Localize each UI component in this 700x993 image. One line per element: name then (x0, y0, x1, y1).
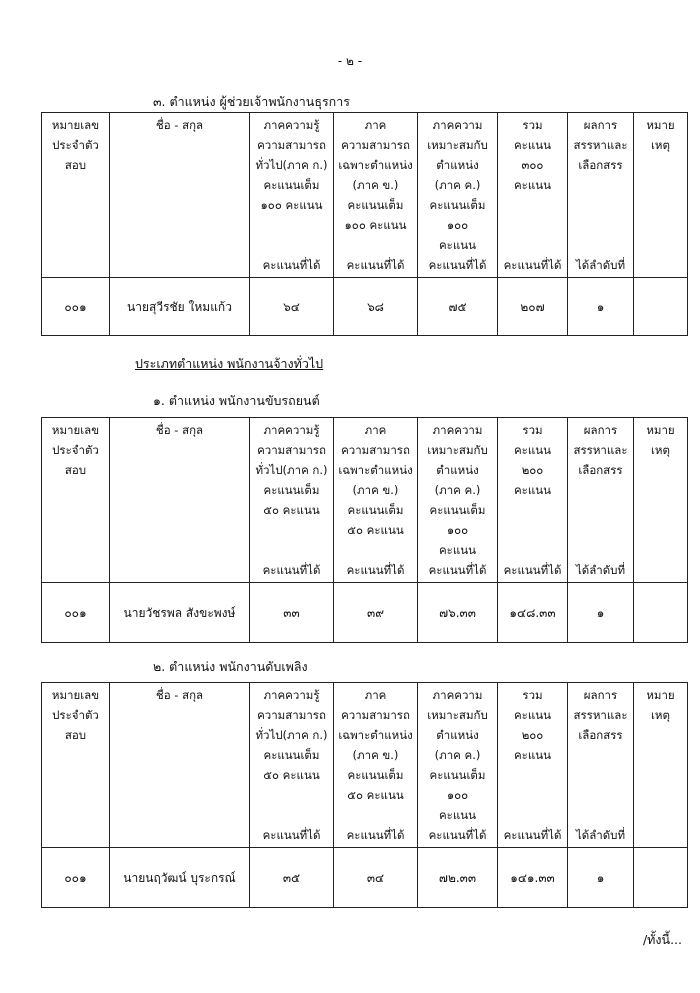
header-name: ชื่อ - สกุล (110, 418, 250, 583)
header-part-a: ภาคความรู้ ความสามารถ ทั่วไป(ภาค ก.) คะแนนเต็ม ๑๐๐ คะแนน (250, 113, 334, 256)
table-row (42, 583, 688, 643)
header-result: ผลการ สรรหาและ เลือกสรร (568, 683, 634, 826)
table-row (42, 848, 688, 908)
header-part-b: ภาค ความสามารถ เฉพาะตำแหน่ง (ภาค ข.) คะแนนเต็ม ๑๐๐ คะแนน (334, 113, 418, 256)
cell-part-b: ๖๘ (334, 278, 418, 336)
cell-remark (634, 583, 688, 643)
cell-exam-no: ๐๐๑ (42, 583, 110, 643)
cell-part-c: ๗๒.๓๓ (418, 848, 498, 908)
unit-score-total: คะแนนที่ได้ (498, 825, 568, 848)
score-table-driver (41, 417, 688, 643)
cell-name: นายวัชรพล สังขะพงษ์ (110, 583, 250, 643)
cell-rank: ๑ (568, 278, 634, 336)
header-part-c: ภาคความ เหมาะสมกับ ตำแหน่ง (ภาค ค.) คะแนนเต็ม ๑๐๐ คะแนน (418, 683, 498, 826)
header-part-a: ภาคความรู้ ความสามารถ ทั่วไป(ภาค ก.) คะแนนเต็ม ๕๐ คะแนน (250, 683, 334, 826)
score-table-firefighter (41, 682, 688, 908)
header-result: ผลการ สรรหาและ เลือกสรร (568, 113, 634, 256)
cell-part-b: ๓๙ (334, 583, 418, 643)
section-heading-firefighter: ๒. ตำแหน่ง พนักงานดับเพลิง (153, 659, 308, 674)
cell-part-a: ๖๔ (250, 278, 334, 336)
header-exam-no: หมายเลข ประจำตัว สอบ (42, 683, 110, 848)
header-part-b: ภาค ความสามารถ เฉพาะตำแหน่ง (ภาค ข.) คะแนนเต็ม ๕๐ คะแนน (334, 418, 418, 561)
cell-exam-no: ๐๐๑ (42, 278, 110, 336)
cell-total: ๒๐๗ (498, 278, 568, 336)
cell-remark (634, 848, 688, 908)
cell-part-b: ๓๔ (334, 848, 418, 908)
unit-score-b: คะแนนที่ได้ (334, 560, 418, 583)
cell-exam-no: ๐๐๑ (42, 848, 110, 908)
section-heading-driver: ๑. ตำแหน่ง พนักงานขับรถยนต์ (153, 393, 320, 408)
header-remark: หมาย เหตุ (634, 113, 688, 278)
cell-rank: ๑ (568, 583, 634, 643)
unit-score-c: คะแนนที่ได้ (418, 255, 498, 278)
header-total: รวม คะแนน ๒๐๐ คะแนน (498, 418, 568, 561)
cell-part-a: ๓๕ (250, 848, 334, 908)
unit-rank: ได้ลำดับที่ (568, 560, 634, 583)
table-row (42, 278, 688, 336)
unit-score-a: คะแนนที่ได้ (250, 255, 334, 278)
header-remark: หมาย เหตุ (634, 683, 688, 848)
unit-score-a: คะแนนที่ได้ (250, 560, 334, 583)
unit-score-b: คะแนนที่ได้ (334, 255, 418, 278)
header-part-c: ภาคความ เหมาะสมกับ ตำแหน่ง (ภาค ค.) คะแนนเต็ม ๑๐๐ คะแนน (418, 113, 498, 256)
cell-name: นายสุวีรชัย ใหมแก้ว (110, 278, 250, 336)
cell-name: นายนฤวัฒน์ บุระกรณ์ (110, 848, 250, 908)
cell-part-c: ๗๖.๓๓ (418, 583, 498, 643)
header-result: ผลการ สรรหาและ เลือกสรร (568, 418, 634, 561)
header-part-c: ภาคความ เหมาะสมกับ ตำแหน่ง (ภาค ค.) คะแนนเต็ม ๑๐๐ คะแนน (418, 418, 498, 561)
header-exam-no: หมายเลข ประจำตัว สอบ (42, 113, 110, 278)
unit-score-a: คะแนนที่ได้ (250, 825, 334, 848)
unit-score-total: คะแนนที่ได้ (498, 560, 568, 583)
header-name: ชื่อ - สกุล (110, 113, 250, 278)
cell-remark (634, 278, 688, 336)
unit-score-b: คะแนนที่ได้ (334, 825, 418, 848)
category-heading: ประเภทตำแหน่ง พนักงานจ้างทั่วไป (135, 356, 324, 371)
header-part-b: ภาค ความสามารถ เฉพาะตำแหน่ง (ภาค ข.) คะแนนเต็ม ๕๐ คะแนน (334, 683, 418, 826)
unit-score-c: คะแนนที่ได้ (418, 825, 498, 848)
cell-total: ๑๔๘.๓๓ (498, 583, 568, 643)
cell-part-a: ๓๓ (250, 583, 334, 643)
unit-score-total: คะแนนที่ได้ (498, 255, 568, 278)
unit-rank: ได้ลำดับที่ (568, 255, 634, 278)
cell-rank: ๑ (568, 848, 634, 908)
header-name: ชื่อ - สกุล (110, 683, 250, 848)
section-heading-clerk-assistant: ๓. ตำแหน่ง ผู้ช่วยเจ้าพนักงานธุรการ (153, 94, 350, 109)
header-exam-no: หมายเลข ประจำตัว สอบ (42, 418, 110, 583)
header-total: รวม คะแนน ๒๐๐ คะแนน (498, 683, 568, 826)
header-part-a: ภาคความรู้ ความสามารถ ทั่วไป(ภาค ก.) คะแนนเต็ม ๕๐ คะแนน (250, 418, 334, 561)
continuation-note: /ทั้งนี้... (642, 932, 682, 947)
page-number: - ๒ - (337, 54, 363, 68)
score-table-clerk-assistant (41, 112, 688, 336)
unit-rank: ได้ลำดับที่ (568, 825, 634, 848)
cell-part-c: ๗๕ (418, 278, 498, 336)
header-total: รวม คะแนน ๓๐๐ คะแนน (498, 113, 568, 256)
unit-score-c: คะแนนที่ได้ (418, 560, 498, 583)
cell-total: ๑๔๑.๓๓ (498, 848, 568, 908)
header-remark: หมาย เหตุ (634, 418, 688, 583)
